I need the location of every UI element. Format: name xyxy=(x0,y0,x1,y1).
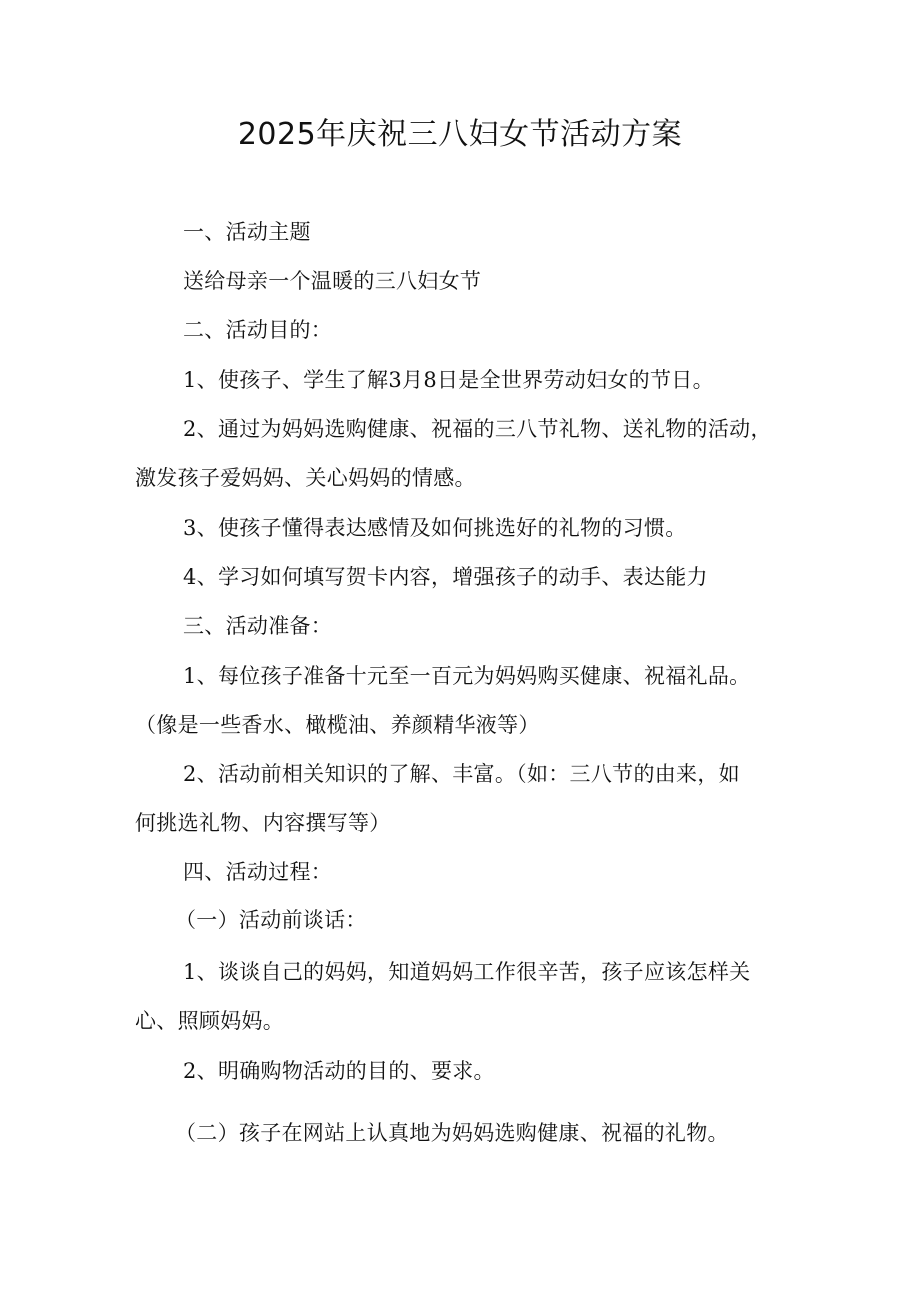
purpose-item-3: 3、使孩子懂得表达感情及如何挑选好的礼物的习惯。 xyxy=(183,516,687,540)
preparation-item-1-cont: （像是一些香水、橄榄油、养颜精华液等） xyxy=(135,713,540,737)
purpose-item-2: 2、通过为妈妈选购健康、祝福的三八节礼物、送礼物的活动， xyxy=(183,417,772,441)
document-title: 2025年庆祝三八妇女节活动方案 xyxy=(237,117,683,152)
process-item-1-cont: 心、照顾妈妈。 xyxy=(135,1009,285,1033)
preparation-item-2: 2、活动前相关知识的了解、丰富。（如：三八节的由来，如 xyxy=(183,762,740,786)
process-subheading-1: （一）活动前谈话： xyxy=(175,908,367,932)
purpose-item-4: 4、学习如何填写贺卡内容，增强孩子的动手、表达能力 xyxy=(183,565,708,589)
process-item-2: 2、明确购物活动的目的、要求。 xyxy=(183,1059,495,1083)
process-subheading-2: （二）孩子在网站上认真地为妈妈选购健康、祝福的礼物。 xyxy=(175,1121,729,1145)
purpose-item-2-cont: 激发孩子爱妈妈、关心妈妈的情感。 xyxy=(135,466,476,490)
section-heading-process: 四、活动过程： xyxy=(183,860,333,884)
purpose-item-1: 1、使孩子、学生了解3月8日是全世界劳动妇女的节日。 xyxy=(183,368,714,392)
preparation-item-2-cont: 何挑选礼物、内容撰写等） xyxy=(135,811,391,835)
section-heading-purpose: 二、活动目的： xyxy=(183,318,333,342)
theme-text: 送给母亲一个温暖的三八妇女节 xyxy=(183,269,482,293)
preparation-item-1: 1、每位孩子准备十元至一百元为妈妈购买健康、祝福礼品。 xyxy=(183,664,751,688)
process-item-1: 1、谈谈自己的妈妈，知道妈妈工作很辛苦，孩子应该怎样关 xyxy=(183,960,751,984)
section-heading-theme: 一、活动主题 xyxy=(183,220,311,244)
section-heading-preparation: 三、活动准备： xyxy=(183,614,333,638)
